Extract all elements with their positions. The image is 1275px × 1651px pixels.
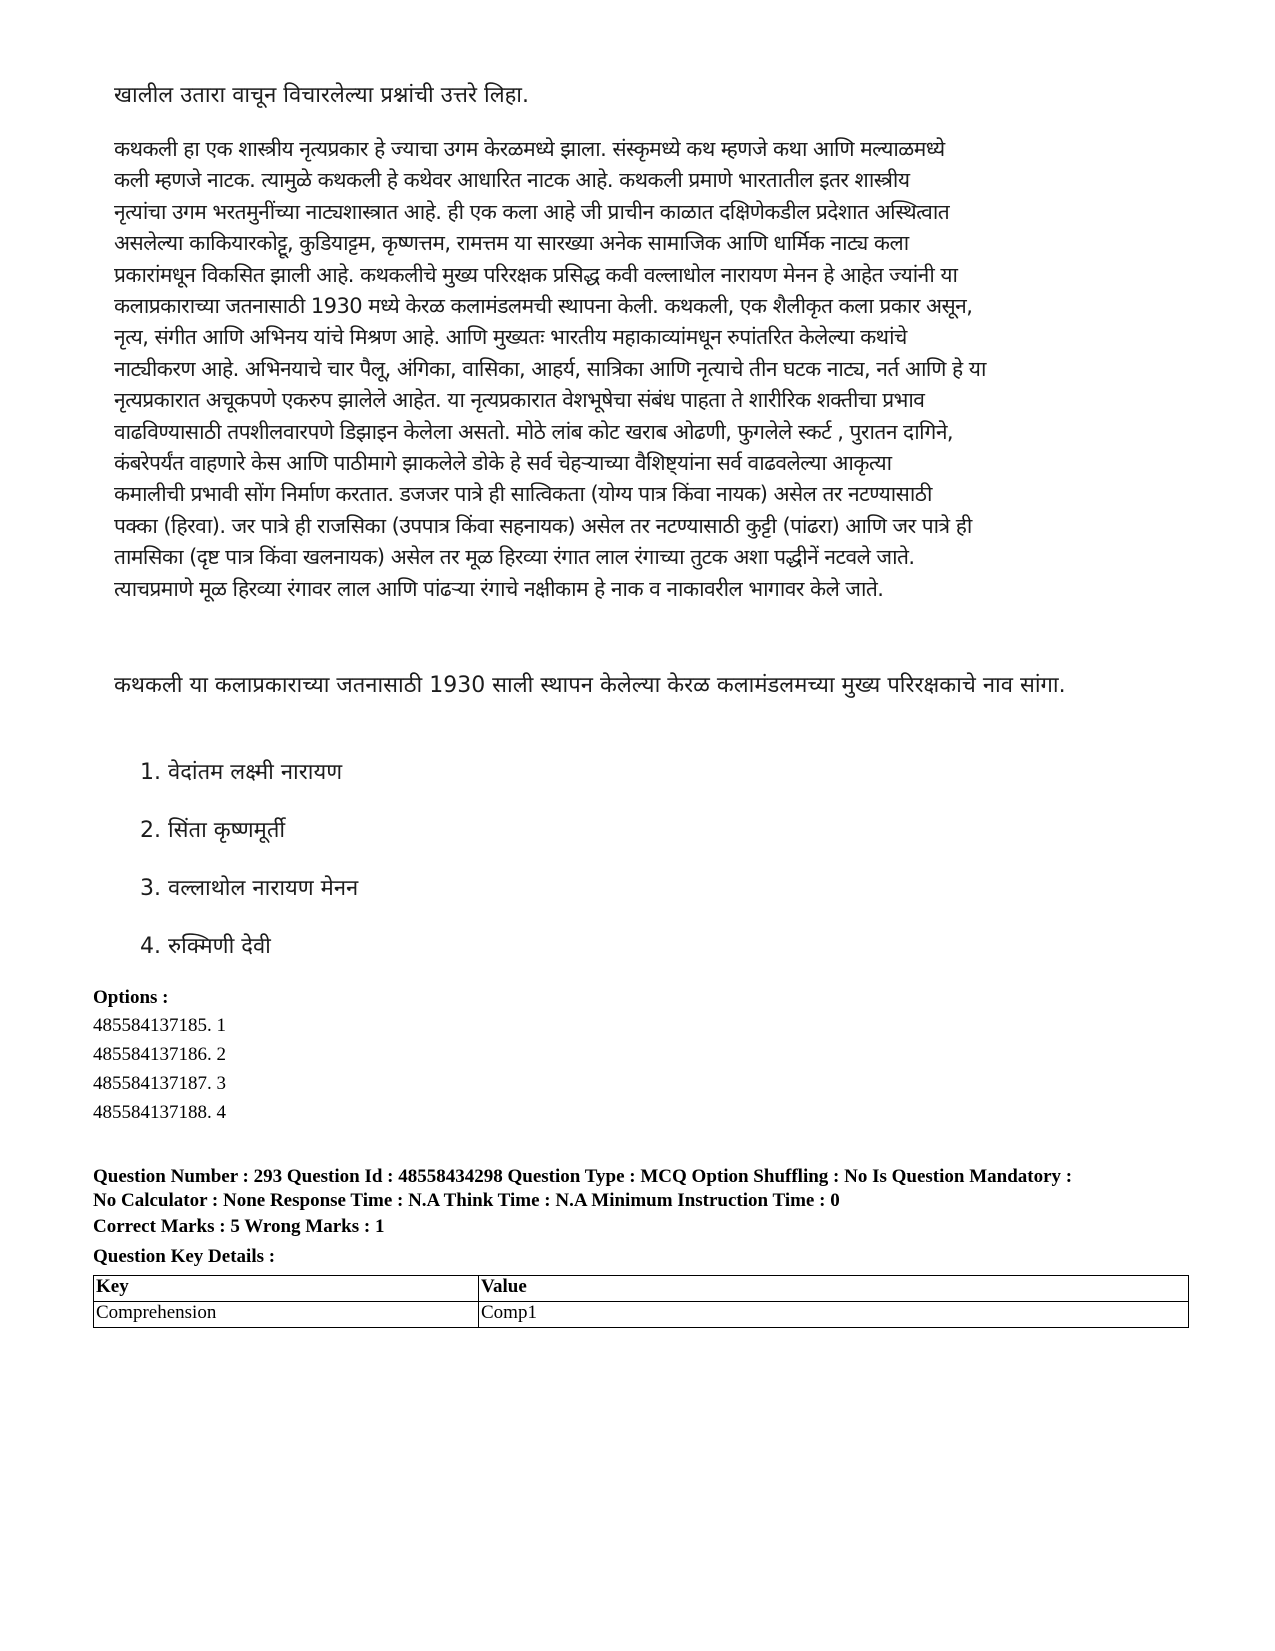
- passage-line: कथकली हा एक शास्त्रीय नृत्यप्रकार हे ज्याचा उगम केरळमध्ये झाला. संस्कृमध्ये कथ म्हणजे कथा आणि मल्याळमध्ये: [114, 137, 945, 161]
- passage-line: कंबरेपर्यंत वाहणारे केस आणि पाठीमागे झाकलेले डोके हे सर्व चेहऱ्याच्या वैशिष्ट्यांना सर्व वाढवलेल्या आकृत्या: [114, 451, 892, 476]
- meta-line: No Calculator : None Response Time : N.A Think Time : N.A Minimum Instruction Time : 0: [93, 1190, 840, 1211]
- passage-line: कली म्हणजे नाटक. त्यामुळे कथकली हे कथेवर आधारित नाटक आहे. कथकली प्रमाणे भारतातील इतर शास्त्रीय: [114, 168, 910, 193]
- table-row: [94, 1302, 1189, 1328]
- passage-line: असलेल्या काकियारकोट्टू, कुडियाट्टम, कृष्णत्तम, रामत्तम या सारख्या अनेक सामाजिक आणि धार्मिक नाट्य कला: [114, 231, 909, 256]
- choice-item: 2. सिंता कृष्णमूर्ती: [140, 818, 286, 843]
- passage: [114, 134, 1184, 605]
- key-details-title: Question Key Details :: [93, 1246, 276, 1267]
- passage-line: पक्का (हिरवा). जर पात्रे ही राजसिका (उपपात्र किंवा सहनायक) असेल तर नटण्यासाठी कुट्टी (पांढरा) आणि जर पात्रे ही: [114, 513, 972, 538]
- passage-line: प्रकारांमधून विकसित झाली आहे. कथकलीचे मुख्य परिरक्षक प्रसिद्ध कवी वल्लाधोल नारायण मेनन हे आहेत ज्यांनी या: [114, 262, 958, 287]
- choice-item: 4. रुक्मिणी देवी: [140, 934, 271, 959]
- passage-line: नृत्य, संगीत आणि अभिनय यांचे मिश्रण आहे. आणि मुख्यतः भारतीय महाकाव्यांमधून रुपांतरित केलेल्या कथांचे: [114, 325, 907, 350]
- option-id-row: 485584137188. 4: [93, 1102, 226, 1123]
- passage-line: त्याचप्रमाणे मूळ हिरव्या रंगावर लाल आणि पांढऱ्या रंगाचे नक्षीकाम हे नाक व नाकावरील भागावर केले जाते.: [114, 576, 884, 601]
- table-header-row: [94, 1276, 1189, 1302]
- passage-line: नृत्यांचा उगम भरतमुनींच्या नाट्यशास्त्रात आहे. ही एक कला आहे जी प्राचीन काळात दक्षिणेकडील प्रदेशात अस्थित्वात: [114, 199, 950, 224]
- question-text: कथकली या कलाप्रकाराच्या जतनासाठी 1930 साली स्थापन केलेल्या केरळ कलामंडलमच्या मुख्य परिरक्षकाचे नाव सांगा.: [114, 673, 1066, 698]
- passage-line: तामसिका (दृष्ट पात्र किंवा खलनायक) असेल तर मूळ हिरव्या रंगात लाल रंगाच्या तुटक अशा पद्धीनें नटवले जाते.: [114, 545, 915, 570]
- cell-value: Comp1: [479, 1302, 1189, 1328]
- choice-item: 3. वल्लाथोल नारायण मेनन: [140, 876, 359, 901]
- options-title: Options :: [93, 987, 169, 1008]
- meta-line: Question Number : 293 Question Id : 48558434298 Question Type : MCQ Option Shuffling : No Is Question Mandatory :: [93, 1166, 1073, 1187]
- header-value: Value: [479, 1276, 1189, 1302]
- option-id-row: 485584137186. 2: [93, 1044, 226, 1065]
- passage-line: कमालीची प्रभावी सोंग निर्माण करतात. डजजर पात्रे ही सात्विकता (योग्य पात्र किंवा नायक) असेल तर नटण्यासाठी: [114, 482, 932, 507]
- answer-choices: [140, 758, 358, 990]
- cell-key: Comprehension: [94, 1302, 479, 1328]
- passage-line: कलाप्रकाराच्या जतनासाठी 1930 मध्ये केरळ कलामंडलमची स्थापना केली. कथकली, एक शैलीकृत कला प्रकार असून,: [114, 294, 973, 319]
- marks-line: Correct Marks : 5 Wrong Marks : 1: [93, 1216, 385, 1237]
- header-key: Key: [94, 1276, 479, 1302]
- passage-line: वाढविण्यासाठी तपशीलवारपणे डिझाइन केलेला असतो. मोठे लांब कोट खराब ओढणी, फुगलेले स्कर्ट , पुरातन दागिने,: [114, 419, 954, 444]
- option-id-row: 485584137185. 1: [93, 1015, 226, 1036]
- choice-item: 1. वेदांतम लक्ष्मी नारायण: [140, 760, 343, 785]
- question-meta: [93, 1165, 1203, 1213]
- key-details-table: [93, 1275, 1189, 1328]
- instruction-text: खालील उतारा वाचून विचारलेल्या प्रश्नांची उत्तरे लिहा.: [114, 83, 529, 108]
- passage-line: नाट्यीकरण आहे. अभिनयाचे चार पैलू, अंगिका, वासिका, आहर्य, सात्रिका आणि नृत्याचे तीन घटक नाट्य, नर्त आणि हे या: [114, 356, 986, 381]
- option-id-row: 485584137187. 3: [93, 1073, 226, 1094]
- passage-line: नृत्यप्रकारात अचूकपणे एकरुप झालेले आहेत. या नृत्यप्रकारात वेशभूषेचा संबंध पाहता ते शारीरिक शक्तीचा प्रभाव: [114, 388, 925, 413]
- options-block: [93, 985, 226, 1127]
